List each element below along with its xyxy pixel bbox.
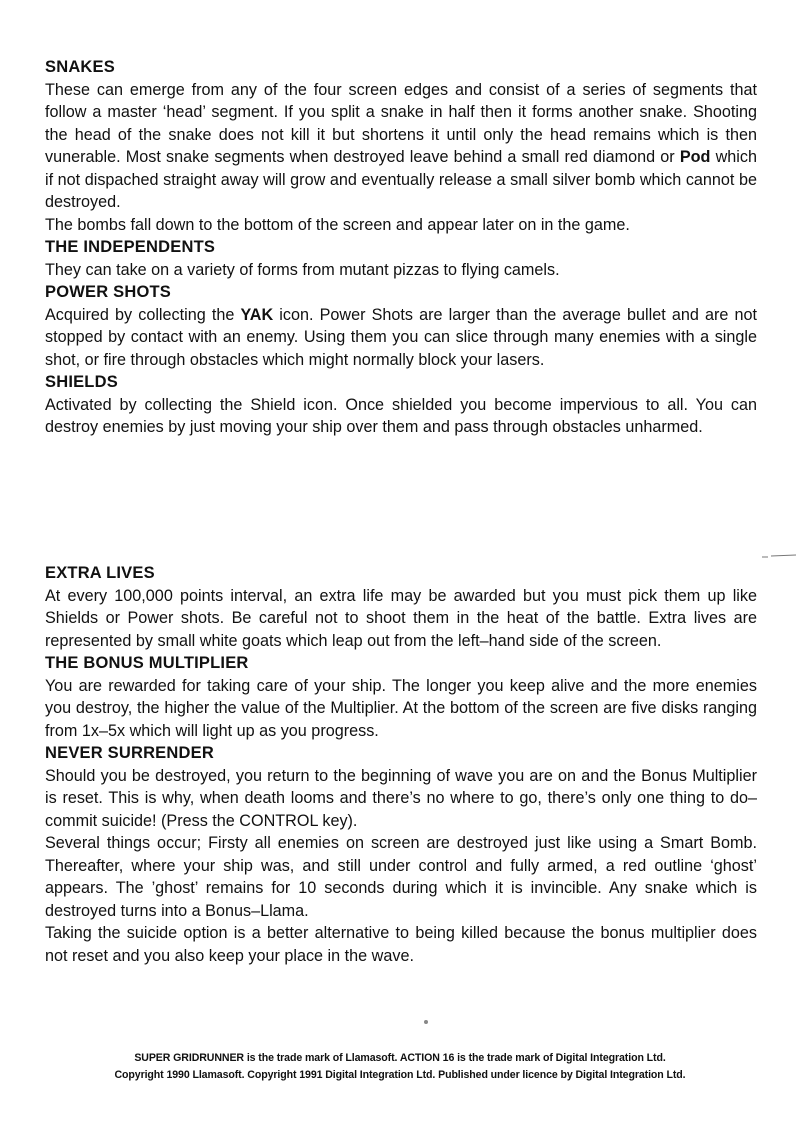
independents-heading: THE INDEPENDENTS: [45, 238, 216, 256]
never-surrender-paragraph-1: Should you be destroyed, you return to the beginning of wave you are on and the Bonus Multiplier is reset. This is why, when death looms and there’s no where to go, there’s only one thing to do–commit suicide! (Press the CONTROL key).: [45, 766, 757, 830]
never-surrender-heading: NEVER SURRENDER: [45, 744, 214, 762]
pod-term: Pod: [679, 148, 711, 166]
trademark-footer: [0, 1050, 800, 1084]
extra-lives-paragraph: At every 100,000 points interval, an extra life may be awarded but you must pick them up like Shields or Power shots. Be careful not to shoot them in the heat of the battle. Extra lives are represented by small white goats which leap out from the left–hand side of the screen.: [45, 586, 757, 650]
bonus-multiplier-heading: THE BONUS MULTIPLIER: [45, 654, 249, 672]
scan-mark-icon: [762, 553, 796, 561]
power-shots-text-a: Acquired by collecting the: [45, 305, 241, 324]
bonus-multiplier-paragraph: You are rewarded for taking care of your ship. The longer you keep alive and the more enemies you destroy, the higher the value of the Multiplier. At the bottom of the screen are five disks ranging from 1x–5x which will light up as you progress.: [45, 676, 757, 740]
snakes-paragraph: [45, 79, 757, 214]
snakes-text-a: These can emerge from any of the four screen edges and consist of a series of segments that follow a master ‘head’ segment. If you split a snake in half then it forms another snake. Shooting the head of the snake does not kill it but shortens it until only the head remains which is then vunerable. Most snake segments when destroyed leave behind a small red diamond or: [45, 80, 757, 166]
bottom-section-block: [45, 562, 757, 967]
top-section-block: [45, 56, 757, 439]
never-surrender-paragraph-3: Taking the suicide option is a better alternative to being killed because the bonus multiplier does not reset and you also keep your place in the wave.: [45, 924, 757, 965]
trademark-line: SUPER GRIDRUNNER is the trade mark of Llamasoft. ACTION 16 is the trade mark of Digital Integration Ltd.: [134, 1052, 666, 1064]
scan-dot-icon: [424, 1020, 428, 1024]
shields-heading: SHIELDS: [45, 373, 118, 391]
never-surrender-paragraph-2: Several things occur; Firsty all enemies on screen are destroyed just like using a Smart Bomb. Thereafter, where your ship was, and still under control and fully armed, a red outline ‘ghost’ appears. The ’ghost’ remains for 10 seconds during which it is invincible. Any snake which is destroyed turns into a Bonus–Llama.: [45, 834, 757, 920]
copyright-line: Copyright 1990 Llamasoft. Copyright 1991 Digital Integration Ltd. Published under licence by Digital Integration Ltd.: [114, 1069, 686, 1081]
independents-paragraph: They can take on a variety of forms from mutant pizzas to flying camels.: [45, 260, 560, 279]
bombs-paragraph: The bombs fall down to the bottom of the screen and appear later on in the game.: [45, 215, 630, 234]
snakes-heading: SNAKES: [45, 58, 115, 76]
shields-paragraph: Activated by collecting the Shield icon. Once shielded you become impervious to all. You can destroy enemies by just moving your ship over them and pass through obstacles unharmed.: [45, 395, 757, 436]
yak-term: YAK: [240, 305, 274, 324]
power-shots-paragraph: [45, 304, 757, 372]
power-shots-heading: POWER SHOTS: [45, 283, 171, 301]
power-shots-text-b: icon. Power Shots are larger than the average bullet and are not stopped by contact with an enemy. Using them you can slice through many enemies with a single shot, or fire through obstacles which might normally block your lasers.: [45, 305, 757, 369]
snakes-text-b: which if not dispached straight away will grow and eventually release a small silver bomb which cannot be destroyed.: [45, 148, 757, 211]
extra-lives-heading: EXTRA LIVES: [45, 564, 155, 582]
